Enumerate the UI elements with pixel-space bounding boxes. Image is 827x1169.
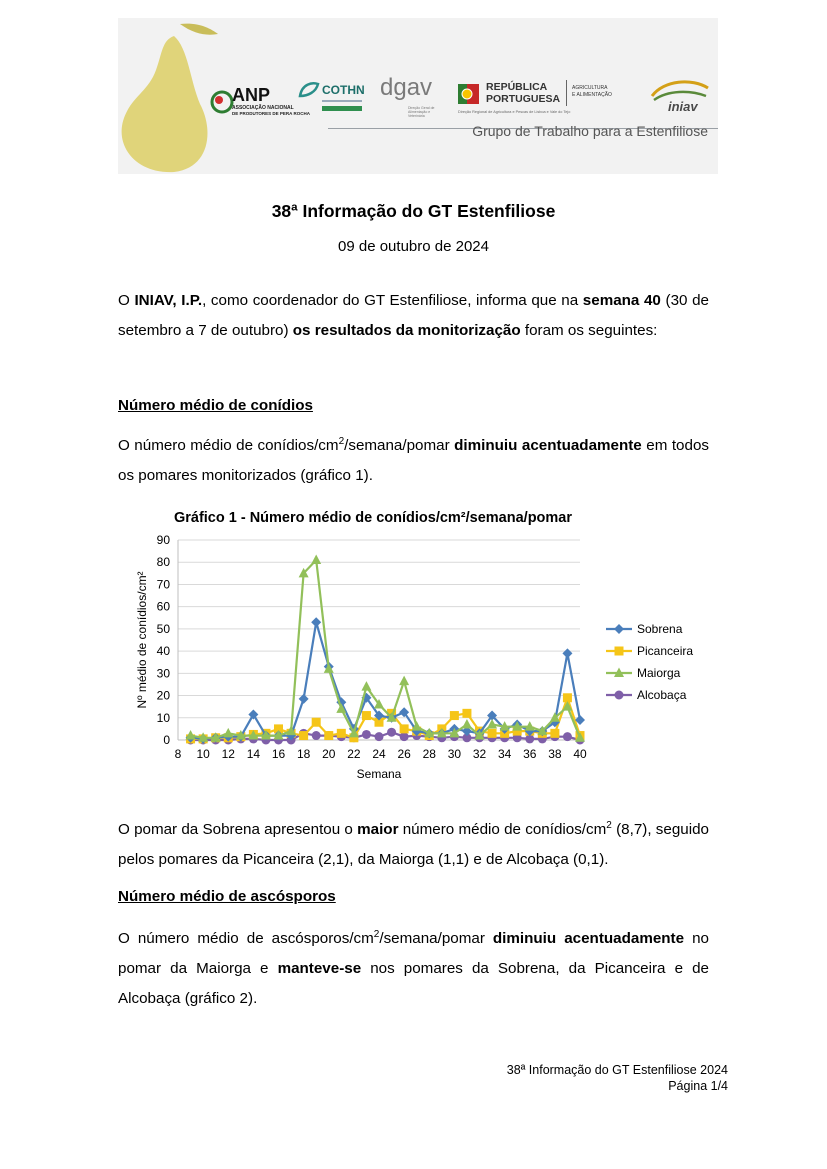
data-point-alcobaça: [400, 732, 409, 741]
iniav-logo-text: iniav: [668, 99, 698, 114]
y-tick-label: 40: [156, 644, 170, 659]
cothn-bar: [322, 106, 362, 111]
republica-separator: [566, 80, 567, 106]
banner-subtitle: Grupo de Trabalho para a Estenfiliose: [472, 123, 708, 139]
ascosporos-text-2: /semana/pomar: [379, 930, 493, 948]
x-tick-label: 32: [472, 747, 487, 761]
data-point-maiorga: [361, 681, 371, 691]
cothn-logo: [298, 76, 370, 132]
conidios-p1-sup: 2: [338, 436, 345, 447]
data-point-picanceira: [400, 724, 409, 733]
conidios-p2-text-1: O pomar da Sobrena apresentou o: [118, 821, 358, 839]
cothn-rule: [322, 100, 362, 102]
data-point-picanceira: [488, 729, 497, 738]
footer-page-number: Página 1/4: [668, 1079, 728, 1093]
anp-logo-sub1: ASSOCIAÇÃO NACIONAL: [232, 105, 294, 111]
chart-conidios: [130, 500, 710, 790]
data-point-picanceira: [362, 711, 371, 720]
x-tick-label: 12: [221, 747, 235, 761]
chart-title: Gráfico 1 - Número médio de conídios/cm²/semana/pomar: [173, 510, 573, 526]
data-point-sobrena: [311, 617, 321, 627]
intro-text-3: (30 de setembro a 7 de outubro): [118, 292, 709, 339]
data-point-picanceira: [462, 709, 471, 718]
conidios-p1-bold: diminuiu acentuadamente: [454, 437, 642, 455]
dgav-logo: [380, 76, 440, 132]
conidios-p2-bold: maior: [357, 821, 399, 839]
y-tick-label: 10: [156, 710, 170, 725]
x-tick-label: 28: [422, 747, 436, 761]
y-axis-label: Nº médio de conídios/cm²: [135, 571, 149, 709]
anp-logo: [208, 76, 311, 132]
x-tick-label: 38: [548, 747, 562, 761]
anp-logo-text: ANP: [232, 85, 271, 105]
dgav-logo-sub: Direção Geral de Alimentação e Veterinária: [408, 106, 435, 119]
data-point-maiorga: [223, 728, 233, 738]
ascosporos-paragraph: [118, 920, 709, 1014]
conidios-p1-text-3: em todos os pomares monitorizados (gráfico 1).: [118, 437, 709, 485]
document-date: 09 de outubro de 2024: [338, 238, 489, 255]
y-tick-label: 30: [156, 666, 170, 681]
data-point-maiorga: [462, 719, 472, 729]
data-point-alcobaça: [387, 728, 396, 737]
agricultura-text: AGRICULTURA: [572, 85, 608, 91]
x-tick-label: 18: [296, 747, 311, 761]
ascosporos-text-3: no pomar da Maiorga e: [118, 930, 709, 978]
intro-text-1: O: [118, 292, 135, 309]
data-point-alcobaça: [375, 732, 384, 741]
conidios-p1-text-1: O número médio de conídios/cm: [118, 437, 339, 455]
data-point-maiorga: [399, 676, 409, 686]
x-tick-label: 24: [372, 747, 386, 761]
page-footer: [507, 1062, 728, 1094]
x-tick-label: 10: [196, 747, 210, 761]
ascosporos-text-4: nos pomares da Sobrena, da Picanceira e de Alcobaça (gráfico 2).: [118, 960, 709, 1008]
y-tick-label: 0: [163, 733, 170, 747]
legend-label-alcobaça: Alcobaça: [637, 688, 687, 702]
conidios-paragraph-2: [118, 811, 709, 875]
series-line-sobrena: [191, 622, 580, 739]
footer-document-name: 38ª Informação do GT Estenfiliose 2024: [506, 1063, 728, 1077]
x-tick-label: 22: [347, 747, 361, 761]
conidios-p2-text-3: (8,7), seguido pelos pomares da Picanceira (2,1), da Maiorga (1,1) e de Alcobaça (0,1).: [118, 821, 709, 869]
x-tick-label: 26: [397, 747, 411, 761]
data-point-picanceira: [312, 718, 321, 727]
data-point-alcobaça: [563, 732, 572, 741]
y-tick-label: 80: [156, 555, 170, 570]
legend-label-sobrena: Sobrena: [637, 622, 683, 636]
header-banner: [118, 18, 718, 174]
x-tick-label: 16: [271, 747, 286, 761]
ascosporos-bold-1: diminuiu acentuadamente: [492, 930, 685, 948]
alimentacao-text: E ALIMENTAÇÃO: [572, 92, 612, 98]
legend-label-maiorga: Maiorga: [637, 666, 681, 680]
section-heading-ascosporos: Número médio de ascósporos: [118, 888, 336, 905]
data-point-sobrena: [562, 648, 572, 658]
x-tick-label: 36: [523, 747, 537, 761]
data-point-picanceira: [550, 729, 559, 738]
intro-text-4: foram os seguintes:: [520, 322, 658, 339]
conidios-p2-text-2: número médio de conídios/cm: [398, 821, 607, 839]
anp-logo-sub2: DE PRODUTORES DE PERA ROCHA: [232, 111, 311, 116]
data-point-picanceira: [324, 731, 333, 740]
cothn-leaf-icon: [298, 80, 320, 98]
intro-bold-week: semana 40: [582, 292, 661, 309]
y-tick-label: 90: [156, 533, 170, 547]
portugal-flag-icon: [458, 82, 480, 108]
x-axis-label: Semana: [356, 767, 402, 781]
drap-text: Direção Regional de Agricultura e Pescas de Lisboa e Vale do Tejo: [458, 110, 571, 114]
y-tick-label: 70: [156, 577, 170, 592]
data-point-alcobaça: [312, 731, 321, 740]
legend-marker-sobrena: [614, 624, 624, 634]
x-tick-label: 14: [246, 747, 261, 761]
intro-bold-iniav: INIAV, I.P.: [134, 292, 203, 309]
ascosporos-sup: 2: [373, 929, 380, 940]
y-tick-label: 20: [156, 688, 170, 703]
conidios-paragraph-1: [118, 427, 709, 491]
section-heading-conidios: Número médio de conídios: [118, 397, 313, 414]
data-point-picanceira: [299, 731, 308, 740]
data-point-maiorga: [311, 555, 321, 565]
legend-marker-picanceira: [615, 647, 624, 656]
ascosporos-bold-2: manteve-se: [277, 960, 362, 978]
y-tick-label: 50: [156, 621, 170, 636]
x-tick-label: 34: [497, 747, 512, 761]
intro-text-2: , como coordenador do GT Estenfiliose, informa que na: [202, 292, 583, 309]
legend-marker-alcobaça: [615, 691, 624, 700]
cothn-logo-text: COTHN: [322, 83, 365, 97]
ascosporos-text-1: O número médio de ascósporos/cm: [118, 930, 374, 948]
legend-label-picanceira: Picanceira: [637, 644, 694, 658]
document-title: 38ª Informação do GT Estenfiliose: [271, 201, 556, 221]
y-tick-label: 60: [156, 599, 170, 614]
data-point-picanceira: [563, 693, 572, 702]
data-point-alcobaça: [362, 730, 371, 739]
intro-paragraph: [118, 286, 709, 346]
x-tick-label: 20: [322, 747, 336, 761]
dgav-logo-text: dgav: [380, 74, 433, 101]
republica-text: REPÚBLICA: [486, 81, 548, 93]
series-line-maiorga: [191, 560, 580, 738]
data-point-picanceira: [450, 711, 459, 720]
conidios-p1-text-2: /semana/pomar: [344, 437, 455, 455]
x-tick-label: 30: [447, 747, 462, 761]
x-tick-label: 8: [174, 747, 182, 761]
data-point-picanceira: [337, 729, 346, 738]
x-tick-label: 40: [573, 747, 587, 761]
intro-bold-results: os resultados da monitorização: [292, 322, 521, 339]
portuguesa-text: PORTUGUESA: [486, 93, 561, 105]
conidios-p2-sup: 2: [606, 820, 612, 831]
